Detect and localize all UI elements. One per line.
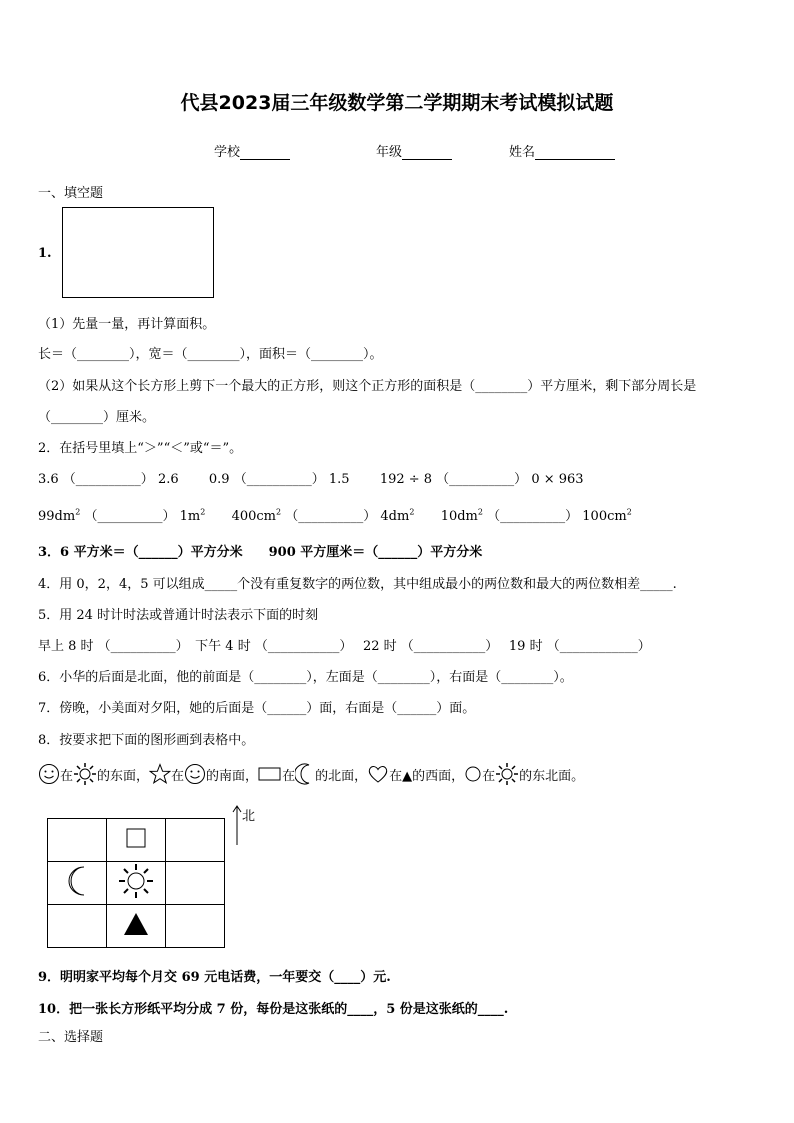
grid-cell[interactable] bbox=[107, 819, 166, 862]
heart-icon bbox=[367, 764, 389, 784]
q1-number: 1. bbox=[38, 246, 52, 261]
sun-icon bbox=[117, 862, 155, 900]
q2-item-5-right: 4dm bbox=[380, 509, 410, 524]
q2-text: 2．在括号里填上“＞”“＜”或“＝”。 bbox=[38, 441, 243, 456]
q2-item-3: 192 ÷ 8 （__________） 0 × 963 bbox=[379, 472, 584, 487]
q9-text: 9．明明家平均每个月交 69 元电话费，一年要交（____）元. bbox=[38, 970, 391, 985]
smiley-icon bbox=[38, 763, 60, 785]
circle-icon bbox=[464, 765, 482, 783]
q4-text: 4．用 0，2，4，5 可以组成_____个没有重复数字的两位数，其中组成最小的两位数和最大的两位数相差_____. bbox=[38, 577, 677, 592]
q2-item-6-left: 10dm bbox=[440, 509, 478, 524]
name-label: 姓名 bbox=[509, 145, 536, 160]
q2-item-6-blank: （__________） bbox=[487, 509, 579, 524]
rectangle-icon bbox=[258, 766, 282, 782]
q2-row2: $99dm^2$ （__________） $1m^2$ $400cm^2$ （__________） $4dm^2$ $10dm^2$ （__________） $100cm^2$ bbox=[38, 507, 632, 524]
q5-blanks: 早上 8 时 （__________） 下午 4 时 （___________） 22 时 （___________） 19 时 （____________） bbox=[38, 639, 651, 654]
grade-field bbox=[376, 141, 452, 160]
q7-text: 7．傍晚，小美面对夕阳，她的后面是（______）面，右面是（______）面。 bbox=[38, 701, 476, 716]
sun-icon bbox=[73, 762, 97, 786]
q2-item-4-blank: （__________） bbox=[84, 509, 176, 524]
school-label: 学校 bbox=[214, 145, 241, 160]
q2-item-4-right: 1m bbox=[179, 509, 201, 524]
grid-cell[interactable] bbox=[48, 905, 107, 948]
smiley-icon bbox=[184, 763, 206, 785]
triangle-icon bbox=[122, 911, 150, 937]
north-arrow-icon bbox=[232, 805, 242, 845]
grid-cell[interactable] bbox=[166, 905, 225, 948]
section-1-heading: 一、填空题 bbox=[38, 186, 104, 201]
section-2-heading: 二、选择题 bbox=[38, 1030, 104, 1045]
q8-text: 8．按要求把下面的图形画到表格中。 bbox=[38, 733, 255, 748]
page-title: 代县2023届三年级数学第二学期期末考试模拟试题 bbox=[180, 92, 614, 114]
grid-cell[interactable] bbox=[48, 819, 107, 862]
name-field bbox=[509, 141, 615, 160]
square-icon bbox=[125, 827, 147, 849]
q2-row1 bbox=[38, 468, 584, 487]
q2-item-6-right: 100cm bbox=[582, 509, 627, 524]
q3-text: 3．6 平方米＝（______）平方分米 900 平方厘米＝（______）平方分米 bbox=[38, 545, 483, 560]
q2-item-5-left: 400cm bbox=[231, 509, 276, 524]
q2-item-1: 3.6 （__________） 2.6 bbox=[38, 472, 179, 487]
north-label: 北 bbox=[242, 809, 256, 824]
star-icon bbox=[149, 763, 171, 785]
q1-rectangle bbox=[62, 207, 214, 298]
grid-cell[interactable] bbox=[48, 862, 107, 905]
q2-item-2: 0.9 （__________） 1.5 bbox=[208, 472, 350, 487]
q2-item-4-left: 99dm bbox=[38, 509, 76, 524]
grid-cell[interactable] bbox=[166, 819, 225, 862]
sun-icon bbox=[495, 762, 519, 786]
school-field bbox=[214, 141, 290, 160]
grade-blank[interactable] bbox=[402, 147, 452, 160]
grid-cell[interactable] bbox=[107, 862, 166, 905]
q10-text: 10．把一张长方形纸平均分成 7 份，每份是这张纸的____，5 份是这张纸的____. bbox=[38, 1002, 509, 1017]
q6-text: 6．小华的后面是北面，他的前面是（________），左面是（________），右面是（________）。 bbox=[38, 670, 573, 685]
grid-cell[interactable] bbox=[166, 862, 225, 905]
q8-instructions: 在 的东面， 在 的南面， 在 的北面， 在▲的西面， 在 的东北面。 bbox=[38, 762, 584, 786]
grade-label: 年级 bbox=[376, 145, 403, 160]
q1-part1: （1）先量一量，再计算面积。 bbox=[38, 317, 216, 332]
north-indicator bbox=[232, 805, 255, 845]
q1-part2-line2: （________）厘米。 bbox=[38, 410, 156, 425]
q1-part1-blanks: 长＝（________），宽＝（________），面积＝（________）。 bbox=[38, 347, 383, 362]
moon-icon bbox=[295, 763, 315, 785]
q2-item-5-blank: （__________） bbox=[285, 509, 377, 524]
q8-grid bbox=[47, 818, 225, 948]
q1-part2-line1: （2）如果从这个长方形上剪下一个最大的正方形，则这个正方形的面积是（________）平方厘米，剩下部分周长是 bbox=[38, 379, 697, 394]
name-blank[interactable] bbox=[535, 147, 615, 160]
q5-text: 5．用 24 时计时法或普通计时法表示下面的时刻 bbox=[38, 608, 319, 623]
grid-cell[interactable] bbox=[107, 905, 166, 948]
moon-icon bbox=[62, 864, 92, 898]
school-blank[interactable] bbox=[240, 147, 290, 160]
